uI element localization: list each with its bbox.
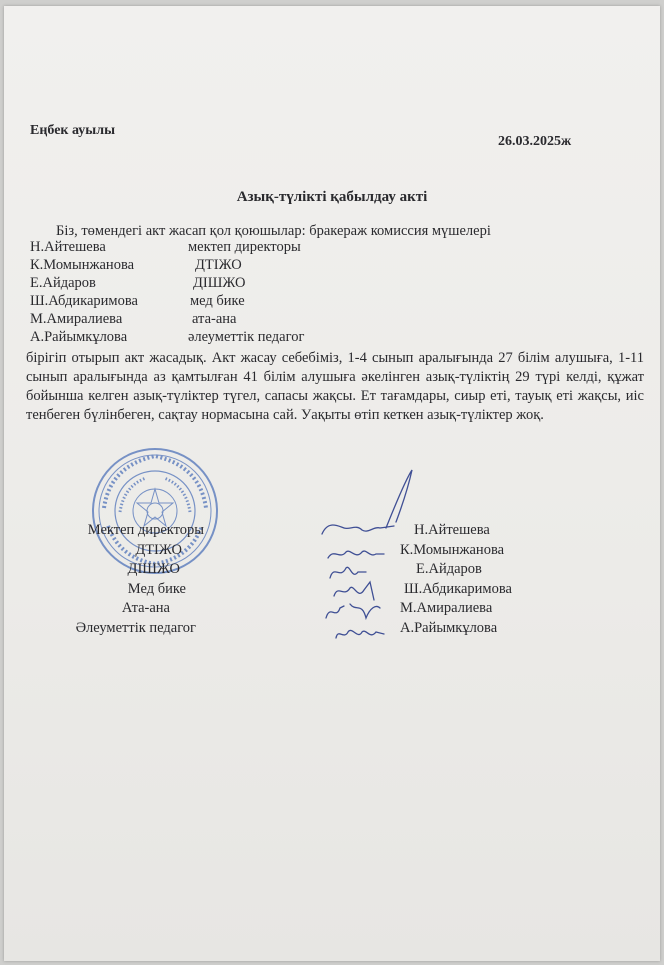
signature-name: Н.Айтешева (414, 522, 490, 538)
member-name: Е.Айдаров (30, 275, 96, 291)
member-name: Ш.Абдикаримова (30, 293, 138, 309)
signature-role: Мед бике (127, 580, 186, 597)
member-name: Н.Айтешева (30, 239, 106, 255)
member-name: М.Амиралиева (30, 311, 123, 327)
signature-role: ДІШЖО (127, 561, 180, 577)
signature-roles (34, 522, 204, 639)
member-name: А.Райымкұлова (30, 329, 128, 345)
document-date: 26.03.2025ж (498, 134, 572, 149)
signature-names (396, 522, 596, 639)
member-role: мед бике (190, 293, 245, 309)
signature-role: Мектеп директоры (87, 522, 204, 538)
signature-name: А.Райымкұлова (400, 619, 498, 636)
member-role: әлеуметтік педагог (188, 329, 305, 345)
signature-name: К.Момынжанова (400, 541, 505, 558)
intro-line: Біз, төмендегі акт жасап қол қоюшылар: бракераж комиссия мүшелері (56, 223, 491, 239)
member-role: ДТІЖО (195, 257, 242, 273)
signature-name: М.Амиралиева (400, 600, 493, 616)
signature-role: Ата-ана (121, 600, 170, 616)
place-name: Еңбек ауылы (30, 123, 116, 138)
signature-name: Ш.Абдикаримова (404, 580, 512, 597)
document-sheet (4, 6, 660, 961)
signature-role: Әлеуметтік педагог (75, 619, 196, 636)
member-role: ата-ана (192, 311, 237, 327)
member-name: К.Момынжанова (30, 257, 135, 273)
member-role: ДІШЖО (193, 275, 246, 291)
signature-name: Е.Айдаров (416, 561, 482, 577)
member-role: мектеп директоры (188, 239, 301, 255)
act-body-text: бірігіп отырып акт жасадық. Акт жасау себебіміз, 1-4 сынып аралығында 27 білім алушыға, 1-11 сынып аралығында аз қамтылған 41 білім алушыға әкелінген азық-түліктің 29 түрі келді, құжат бойынша келген азық-түліктер түгел, сапасы жақсы. Ет тағамдары, сиыр еті, тауық еті жақсы, иіс тенбеген бүлінбеген, сақтау нормасына сай. Уақыты өтіп кеткен азық-түліктер жоқ. (26, 350, 644, 423)
signature-role: ДТІЖО (135, 541, 182, 558)
document-title: Азық-түлікті қабылдау акті (236, 189, 428, 205)
